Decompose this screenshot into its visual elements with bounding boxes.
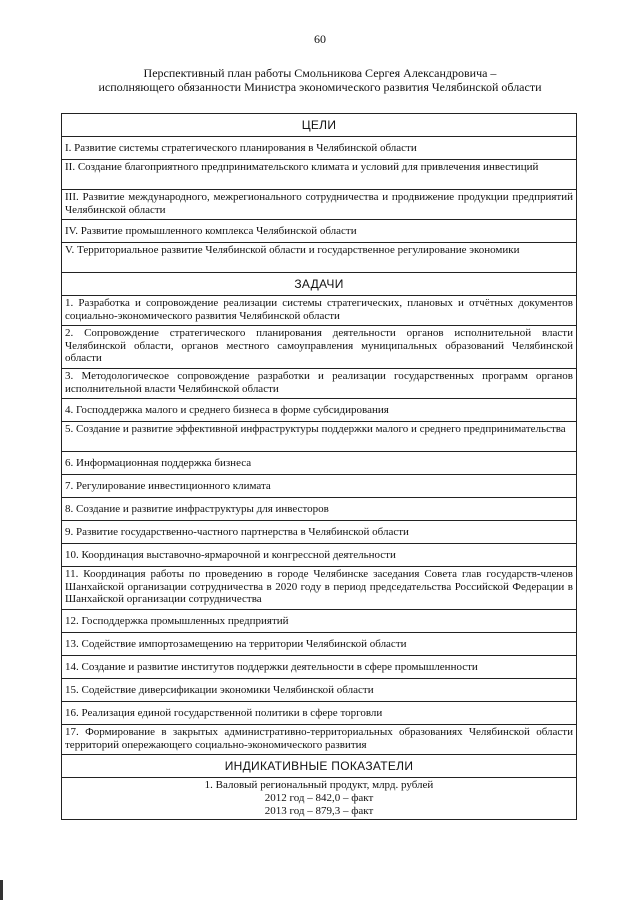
task-item: 4. Господдержка малого и среднего бизнеса в форме субсидирования: [62, 399, 577, 422]
indicator-value-2013: 2013 год – 879,3 – факт: [264, 805, 374, 817]
task-item: 5. Создание и развитие эффективной инфраструктуры поддержки малого и среднего предпринимательства: [62, 422, 577, 452]
indicator-value-2012: 2012 год – 842,0 – факт: [264, 792, 374, 804]
plan-table: [61, 113, 577, 820]
goal-item: II. Создание благоприятного предпринимательского климата и условий для привлечения инвестиций: [62, 160, 577, 190]
indicator-item: [62, 778, 577, 820]
task-item: 3. Методологическое сопровождение разработки и реализации государственных программ органов исполнительной власти Челябинской области: [62, 369, 577, 399]
task-item: 16. Реализация единой государственной политики в сфере торговли: [62, 702, 577, 725]
task-item: 7. Регулирование инвестиционного климата: [62, 475, 577, 498]
task-item: 11. Координация работы по проведению в городе Челябинске заседания Совета глав государств-членов Шанхайской организации сотрудничества в 2020 году в период председательства Российской Федерации в Шанхайской организации сотрудничества: [62, 567, 577, 610]
task-item: 1. Разработка и сопровождение реализации системы стратегических, плановых и отчётных документов социально-экономического развития Челябинской области: [62, 296, 577, 326]
indicators-header: ИНДИКАТИВНЫЕ ПОКАЗАТЕЛИ: [62, 755, 577, 778]
task-item: 12. Господдержка промышленных предприятий: [62, 610, 577, 633]
task-item: 15. Содействие диверсификации экономики Челябинской области: [62, 679, 577, 702]
task-item: 13. Содействие импортозамещению на территории Челябинской области: [62, 633, 577, 656]
task-item: 14. Создание и развитие институтов поддержки деятельности в сфере промышленности: [62, 656, 577, 679]
goals-header: ЦЕЛИ: [62, 114, 577, 137]
task-item: 8. Создание и развитие инфраструктуры для инвесторов: [62, 498, 577, 521]
title-line-2: исполняющего обязанности Министра экономического развития Челябинской области: [98, 80, 542, 94]
goal-item: IV. Развитие промышленного комплекса Челябинской области: [62, 220, 577, 243]
title-line-1: Перспективный план работы Смольникова Сергея Александровича –: [143, 66, 497, 80]
task-item: 2. Сопровождение стратегического планирования деятельности органов исполнительной власти Челябинской области, органов местного самоуправления муниципальных образований Челябинской области: [62, 326, 577, 369]
task-item: 10. Координация выставочно-ярмарочной и конгрессной деятельности: [62, 544, 577, 567]
document-title: [60, 66, 580, 94]
goal-item: III. Развитие международного, межрегионального сотрудничества и продвижение продукции предприятий Челябинской области: [62, 190, 577, 220]
scan-edge-mark: [0, 880, 3, 900]
goal-item: I. Развитие системы стратегического планирования в Челябинской области: [62, 137, 577, 160]
task-item: 9. Развитие государственно-частного партнерства в Челябинской области: [62, 521, 577, 544]
task-item: 17. Формирование в закрытых административно-территориальных образованиях Челябинской области территорий опережающего социально-экономического развития: [62, 725, 577, 755]
task-item: 6. Информационная поддержка бизнеса: [62, 452, 577, 475]
indicator-title: 1. Валовый региональный продукт, млрд. рублей: [204, 779, 434, 791]
goal-item: V. Территориальное развитие Челябинской области и государственное регулирование экономики: [62, 243, 577, 273]
page-number: 60: [314, 32, 326, 46]
tasks-header: ЗАДАЧИ: [62, 273, 577, 296]
